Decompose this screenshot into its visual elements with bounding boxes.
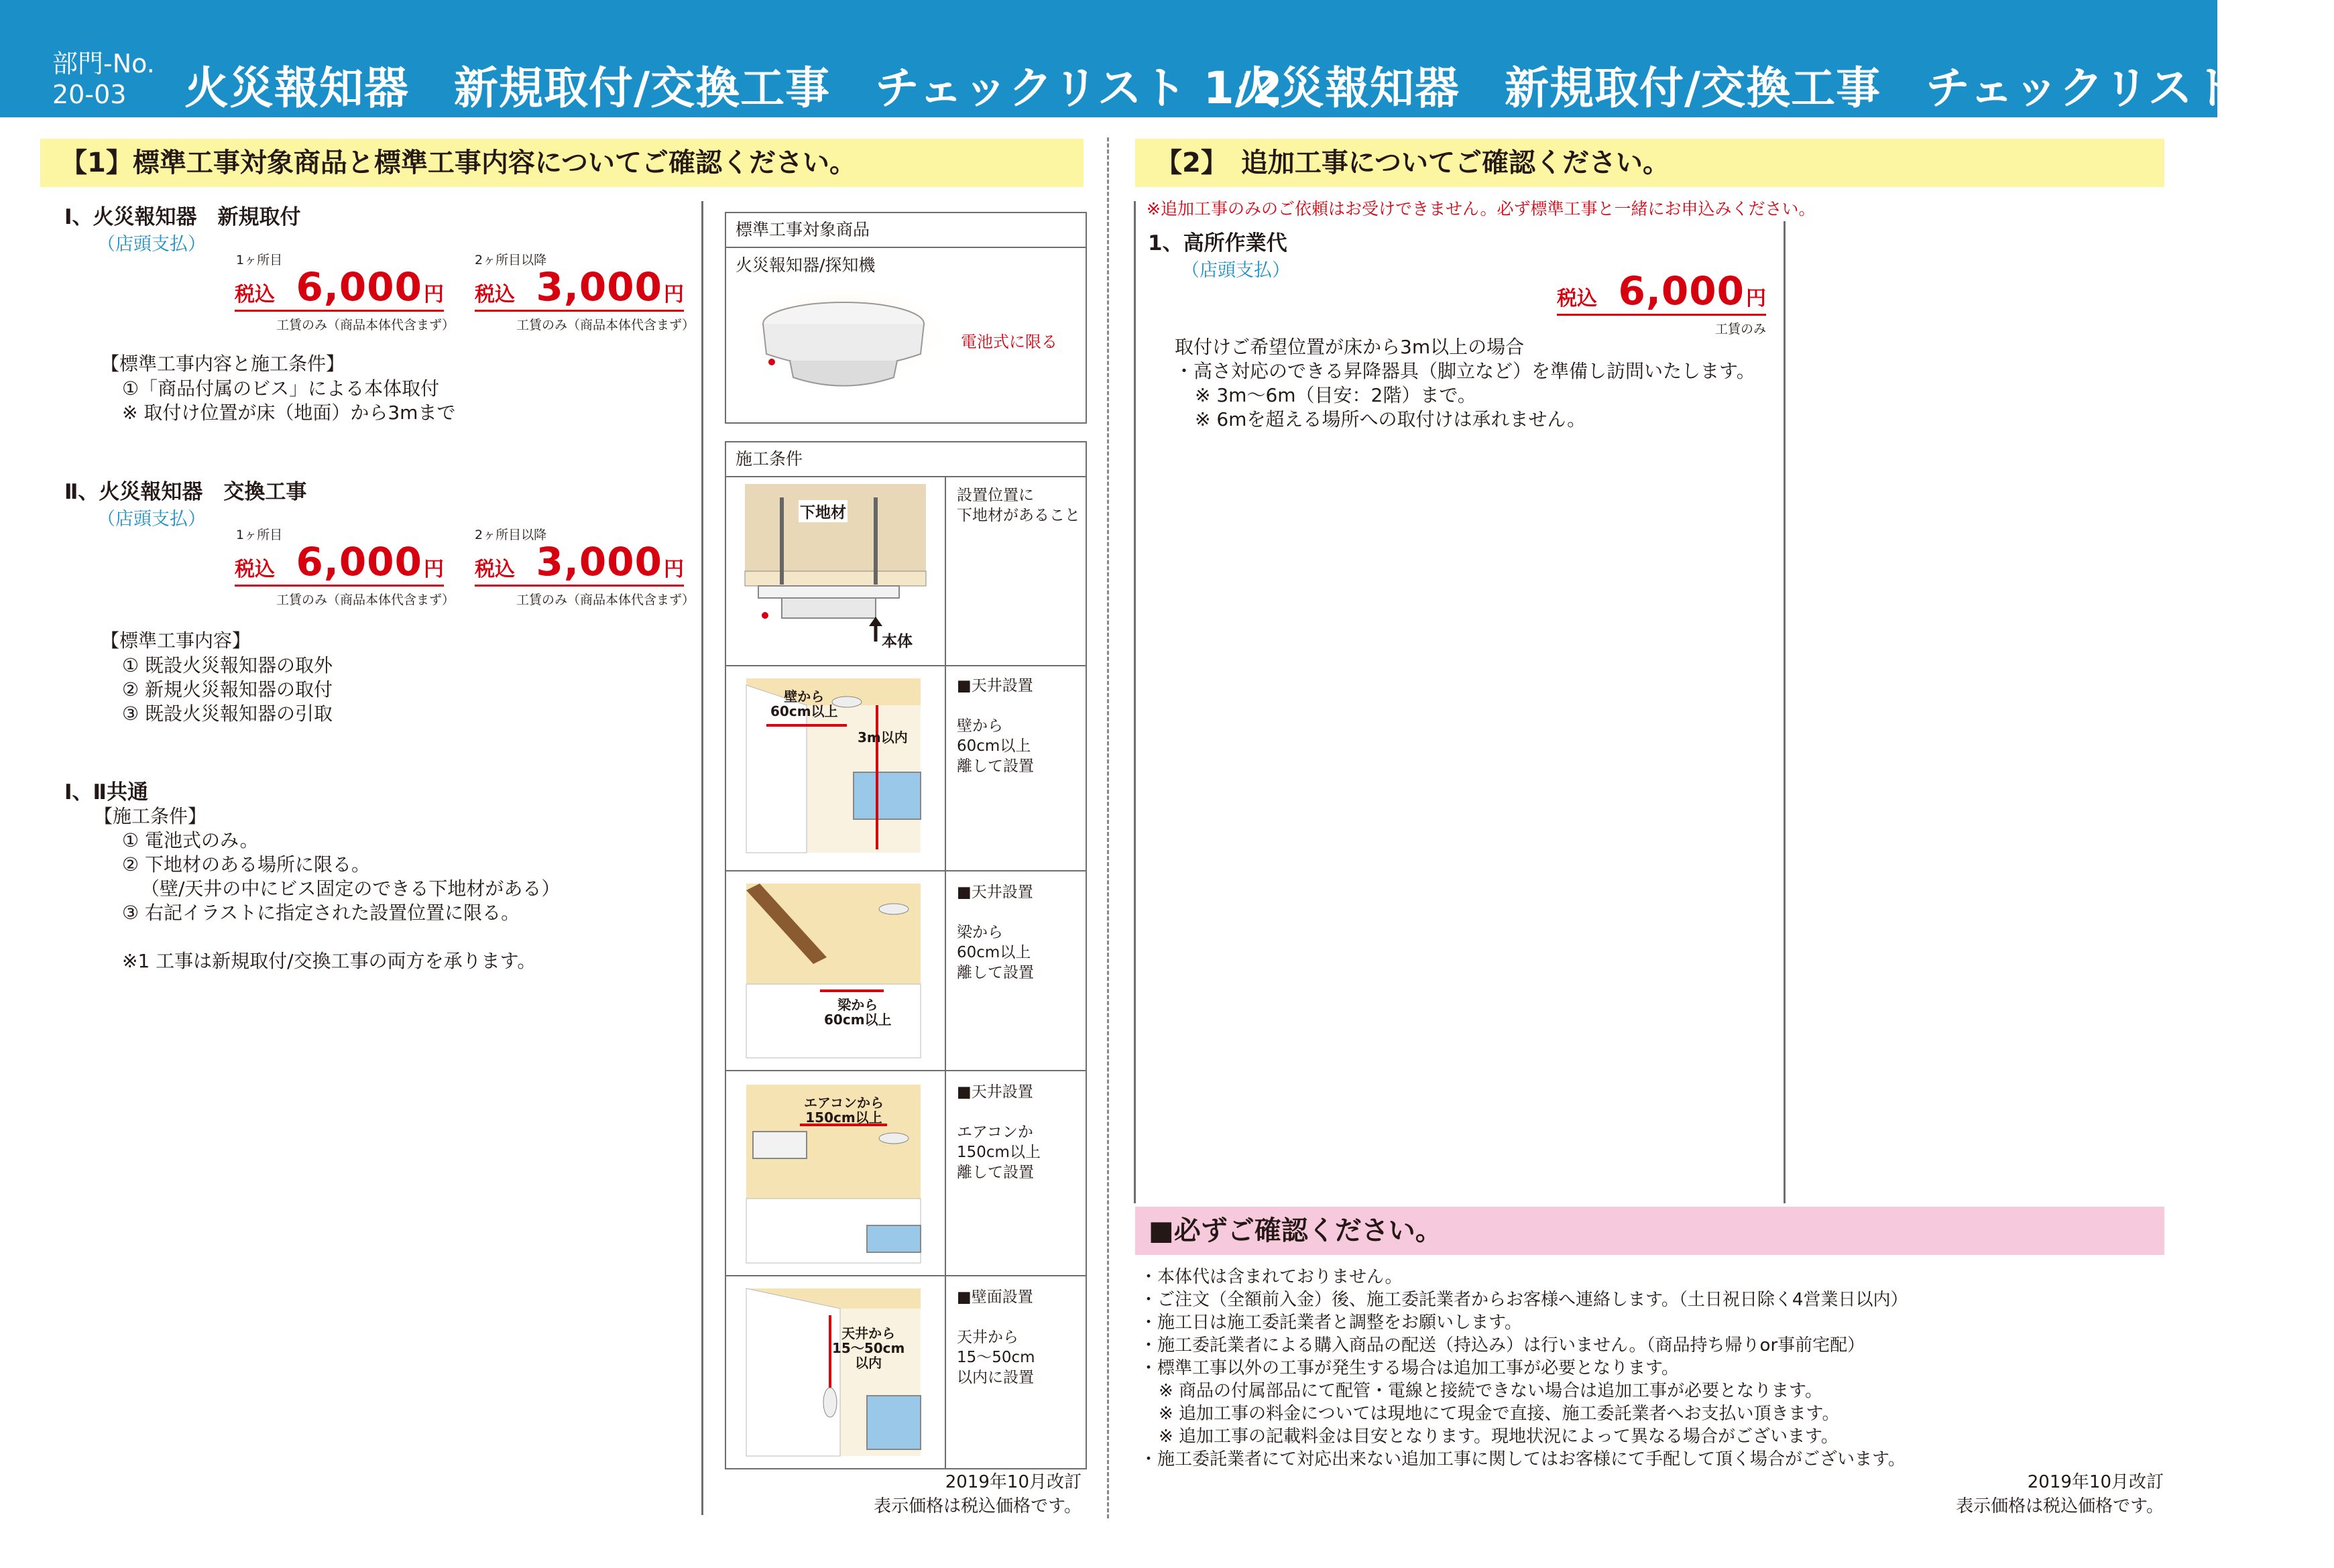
price-value: 6,000 — [1618, 268, 1745, 314]
header-bar — [0, 0, 2334, 117]
condition-text: 離して設置 — [957, 758, 1034, 775]
price-value: 3,000 — [536, 264, 662, 310]
img-label: 150cm以上 — [805, 1109, 882, 1126]
common-line-3: （壁/天井の中にビス固定のできる下地材がある） — [141, 878, 561, 900]
section2-warning: ※追加工事のみのご依頼はお受けできません。必ず標準工事と一緒にお申込みください。 — [1147, 199, 1816, 219]
img-label: 60cm以上 — [770, 703, 838, 719]
condition-text: 60cm以上 — [957, 944, 1031, 961]
condition-text: 60cm以上 — [957, 737, 1031, 755]
tax-label: 税込 — [235, 558, 275, 581]
item1-title: Ⅰ、火災報知器 新規取付 — [64, 205, 301, 229]
section1-heading: 【1】標準工事対象商品と標準工事内容についてご確認ください。 — [60, 147, 857, 178]
condition-text: 下地材があること — [957, 507, 1080, 524]
item1-content-2: ※ 取付け位置が床（地面）から3mまで — [122, 402, 456, 424]
condition-text-group — [957, 1082, 1041, 1183]
item2-first-label: 1ヶ所目 — [236, 528, 283, 542]
img-label: 3m以内 — [858, 729, 908, 745]
item1-content-1: ①「商品付属のビス」による本体取付 — [122, 377, 440, 400]
item1-price-note-2: 工賃のみ（商品本体代含まず） — [516, 318, 695, 333]
extra-line-3: ※ 3m～6m（目安：2階）まで。 — [1195, 384, 1476, 406]
beam-distance-illustration-icon — [746, 884, 927, 1062]
condition-text — [957, 902, 1034, 922]
row-divider — [726, 870, 1086, 871]
condition-text: 設置位置に — [957, 487, 1034, 504]
img-label-group — [804, 1095, 884, 1125]
common-heading: 【施工条件】 — [94, 805, 207, 827]
img-label: エアコンから — [804, 1095, 884, 1111]
item2-title: Ⅱ、火災報知器 交換工事 — [64, 480, 307, 504]
item2-second-price — [475, 538, 684, 587]
img-label: 60cm以上 — [824, 1012, 892, 1028]
yen-label: 円 — [664, 558, 684, 581]
conditions-box — [725, 441, 1087, 1469]
condition-text: ■天井設置 — [957, 884, 1033, 901]
item1-price-note-1: 工賃のみ（商品本体代含まず） — [276, 318, 455, 333]
confirm-line: ※ 追加工事の記載料金は目安となります。現地状況によって異なる場合がございます。 — [1159, 1427, 1839, 1447]
item1-second-price — [475, 263, 684, 312]
common-title: Ⅰ、Ⅱ共通 — [64, 780, 148, 804]
ceiling-distance-illustration-icon — [746, 1288, 927, 1460]
common-line-1: ① 電池式のみ。 — [122, 829, 259, 851]
condition-text-group — [957, 882, 1034, 983]
img-label-group — [832, 1326, 905, 1370]
item1-payment: （店頭支払） — [97, 234, 206, 255]
condition-text-group — [957, 676, 1034, 776]
condition-text: 梁から — [957, 924, 1003, 941]
item2-content-2: ② 新規火災報知器の取付 — [122, 678, 333, 701]
item1-first-price — [235, 263, 444, 312]
confirm-line: ・ご注文（全額前入金）後、施工委託業者からお客様へ連絡します。（土日祝日除く4営業日以内） — [1140, 1290, 1908, 1310]
img-label: 本体 — [882, 633, 913, 650]
condition-text: 離して設置 — [957, 964, 1034, 981]
yen-label: 円 — [424, 558, 444, 581]
condition-text: 壁から — [957, 717, 1003, 735]
confirm-heading-bar — [1135, 1207, 2164, 1255]
condition-text: ■壁面設置 — [957, 1288, 1033, 1306]
tax-label: 税込 — [1557, 287, 1597, 310]
price-value: 3,000 — [536, 539, 662, 585]
section2-heading-bar — [1135, 139, 2164, 187]
extra-item1-title: 1、高所作業代 — [1148, 231, 1287, 255]
img-label-group — [770, 689, 838, 719]
img-label: 壁から — [784, 688, 825, 705]
common-footnote: ※1 工事は新規取付/交換工事の両方を承ります。 — [122, 950, 536, 972]
row-divider — [726, 1070, 1086, 1071]
common-line-4: ③ 右記イラストに指定された設置位置に限る。 — [122, 902, 520, 924]
extra-item1-price — [1557, 267, 1766, 316]
smoke-detector-icon — [740, 287, 947, 401]
dept-label: 部門-No. — [52, 49, 155, 78]
item2-price-note-1: 工賃のみ（商品本体代含まず） — [276, 593, 455, 607]
page-title-left: 火災報知器 新規取付/交換工事 チェックリスト 1/2 — [184, 62, 1283, 114]
confirm-line: ・施工委託業者にて対応出来ない追加工事に関してはお客様にて手配して頂く場合がございます。 — [1140, 1449, 1906, 1469]
condition-text: ■天井設置 — [957, 677, 1033, 695]
confirm-list — [1140, 1266, 1908, 1471]
item1-second-label: 2ヶ所目以降 — [475, 253, 547, 267]
right-tax-note: 表示価格は税込価格です。 — [1956, 1496, 2164, 1516]
tax-label: 税込 — [235, 283, 275, 306]
dept-number: 20-03 — [52, 80, 127, 109]
img-label-group — [824, 998, 892, 1027]
item1-first-label: 1ヶ所目 — [236, 253, 283, 267]
tax-label: 税込 — [475, 283, 515, 306]
right-revision: 2019年10月改訂 — [2027, 1472, 2164, 1492]
condition-text: 15～50cm — [957, 1349, 1035, 1366]
confirm-line: ・施工委託業者による購入商品の配送（持込み）は行いません。（商品持ち帰りor事前宅配） — [1140, 1335, 1865, 1355]
section2-left-border — [1134, 201, 1136, 1203]
row-divider — [726, 1275, 1086, 1276]
extra-line-4: ※ 6mを超える場所への取付けは承れません。 — [1195, 408, 1586, 430]
condition-text: ■天井設置 — [957, 1083, 1033, 1101]
condition-text: 天井から — [957, 1329, 1018, 1346]
section2-inner-divider — [1784, 221, 1786, 1203]
yen-label: 円 — [664, 283, 684, 306]
img-label: 天井から — [841, 1325, 896, 1341]
item1-content-heading: 【標準工事内容と施工条件】 — [101, 353, 345, 375]
product-box-header: 標準工事対象商品 — [726, 213, 1086, 248]
confirm-heading: ■必ずご確認ください。 — [1149, 1215, 1442, 1246]
item2-content-1: ① 既設火災報知器の取外 — [122, 654, 333, 676]
tax-label: 税込 — [475, 558, 515, 581]
condition-text: 離して設置 — [957, 1164, 1034, 1181]
page-divider — [1107, 137, 1109, 1518]
condition-text: エアコンか — [957, 1124, 1033, 1141]
item2-content-heading: 【標準工事内容】 — [101, 629, 251, 652]
img-label: 15～50cm — [832, 1340, 905, 1356]
conditions-box-header: 施工条件 — [726, 442, 1086, 477]
condition-text: 150cm以上 — [957, 1144, 1041, 1161]
column-divider — [701, 201, 703, 1515]
item2-content-3: ③ 既設火災報知器の引取 — [122, 703, 333, 725]
yen-label: 円 — [424, 283, 444, 306]
battery-note: 電池式に限る — [961, 333, 1057, 351]
condition-text-group — [957, 1287, 1035, 1388]
common-line-2: ② 下地材のある場所に限る。 — [122, 853, 371, 876]
confirm-line: ・標準工事以外の工事が発生する場合は追加工事が必要となります。 — [1140, 1358, 1679, 1378]
img-label: 梁から — [837, 997, 878, 1013]
condition-text — [957, 1307, 1035, 1327]
yen-label: 円 — [1746, 287, 1766, 310]
img-label: 以内 — [855, 1355, 882, 1371]
condition-text — [957, 1102, 1041, 1122]
left-revision: 2019年10月改訂 — [945, 1472, 1082, 1492]
section2-heading: 【2】 追加工事についてご確認ください。 — [1155, 147, 1670, 178]
confirm-line: ・施工日は施工委託業者と調整をお願いします。 — [1140, 1313, 1522, 1333]
conditions-cell-divider — [945, 477, 946, 1468]
extra-line-1: 取付けご希望位置が床から3m以上の場合 — [1175, 336, 1525, 358]
extra-item1-price-note: 工賃のみ — [1715, 322, 1767, 337]
img-label: 下地材 — [799, 500, 848, 522]
condition-text — [957, 696, 1034, 716]
product-box — [725, 212, 1087, 424]
price-value: 6,000 — [296, 264, 422, 310]
row-divider — [726, 665, 1086, 666]
confirm-line: ※ 商品の付属部品にて配管・電線と接続できない場合は追加工事が必要となります。 — [1159, 1381, 1822, 1401]
product-name: 火災報知器/探知機 — [736, 255, 876, 275]
condition-text: 以内に設置 — [957, 1369, 1034, 1386]
extra-line-2: ・高さ対応のできる昇降器具（脚立など）を準備し訪問いたします。 — [1175, 360, 1755, 382]
item2-second-label: 2ヶ所目以降 — [475, 528, 547, 542]
extra-item1-payment: （店頭支払） — [1181, 260, 1290, 281]
section1-heading-bar — [40, 139, 1084, 187]
left-tax-note: 表示価格は税込価格です。 — [874, 1496, 1082, 1516]
confirm-line: ※ 追加工事の料金については現地にて現金で直接、施工委託業者へお支払い頂きます。 — [1159, 1404, 1840, 1424]
item2-price-note-2: 工賃のみ（商品本体代含まず） — [516, 593, 695, 607]
confirm-line: ・本体代は含まれておりません。 — [1140, 1267, 1403, 1287]
item2-first-price — [235, 538, 444, 587]
price-value: 6,000 — [296, 539, 422, 585]
page-title-right: 火災報知器 新規取付/交換工事 チェックリスト 2/2 — [1235, 62, 2334, 114]
item2-payment: （店頭支払） — [97, 509, 206, 530]
